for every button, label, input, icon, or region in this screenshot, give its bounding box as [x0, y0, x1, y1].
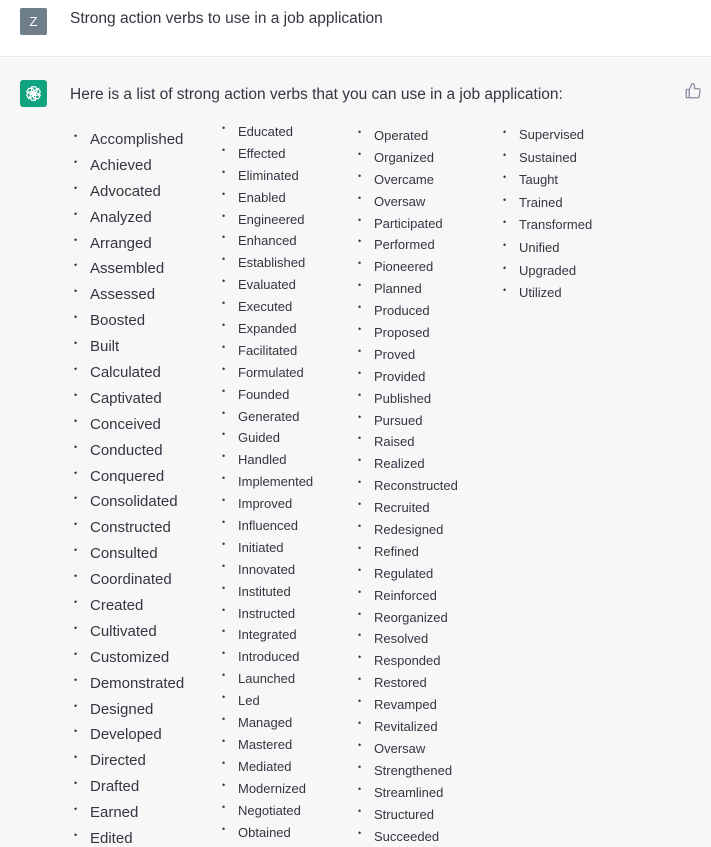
verb-list-item: • Regulated — [358, 563, 458, 585]
verb-list-item: • Generated — [222, 406, 313, 428]
user-message-text: Strong action verbs to use in a job application — [70, 10, 383, 27]
verb-list-item: • Founded — [222, 384, 313, 406]
verb-list-item: • Proved — [358, 344, 458, 366]
verb-list-item: • Expanded — [222, 318, 313, 340]
verb-list-item: • Directed — [74, 748, 184, 774]
verb-list-item: • Constructed — [74, 515, 184, 541]
verb-list-item: • Utilized — [503, 282, 592, 305]
assistant-intro-text: Here is a list of strong action verbs that you can use in a job application: — [70, 86, 563, 103]
verb-list-item: • Assembled — [74, 256, 184, 282]
verb-list-item: • Introduced — [222, 646, 313, 668]
verb-list-item: • Created — [74, 593, 184, 619]
verb-list-item: • Mastered — [222, 734, 313, 756]
verb-list-item: • Launched — [222, 668, 313, 690]
verb-list-item: • Calculated — [74, 360, 184, 386]
verb-list-item: • Arranged — [74, 231, 184, 257]
verb-list-item: • Facilitated — [222, 340, 313, 362]
verb-list-item: • Accomplished — [74, 127, 184, 153]
verb-list-item: • Resolved — [358, 628, 458, 650]
verb-list-item: • Innovated — [222, 559, 313, 581]
verb-list-item: • Refined — [358, 541, 458, 563]
verb-list-item: • Conducted — [74, 438, 184, 464]
verb-column-2 — [222, 121, 313, 843]
verb-list-item: • Achieved — [74, 153, 184, 179]
verb-list-item: • Implemented — [222, 471, 313, 493]
verb-list-item: • Sustained — [503, 147, 592, 170]
verb-list-item: • Edited — [74, 826, 184, 847]
verb-list-item: • Conceived — [74, 412, 184, 438]
verb-list-item: • Participated — [358, 213, 458, 235]
verb-list-item: • Oversaw — [358, 738, 458, 760]
verb-list-item: • Supervised — [503, 124, 592, 147]
verb-list-item: • Mediated — [222, 756, 313, 778]
verb-list-item: • Integrated — [222, 624, 313, 646]
verb-list-item: • Unified — [503, 237, 592, 260]
verb-list-item: • Planned — [358, 278, 458, 300]
verb-list-item: • Responded — [358, 650, 458, 672]
verb-list-item: • Analyzed — [74, 205, 184, 231]
verb-list-item: • Revitalized — [358, 716, 458, 738]
verb-list-item: • Upgraded — [503, 260, 592, 283]
verb-list-item: • Educated — [222, 121, 313, 143]
verb-list-item: • Realized — [358, 453, 458, 475]
verb-list-item: • Published — [358, 388, 458, 410]
thumbs-up-icon[interactable] — [684, 82, 704, 102]
verb-list-item: • Strengthened — [358, 760, 458, 782]
verb-list-item: • Negotiated — [222, 800, 313, 822]
verb-list-item: • Transformed — [503, 214, 592, 237]
verb-list-item: • Taught — [503, 169, 592, 192]
verb-list-item: • Boosted — [74, 308, 184, 334]
verb-list-item: • Pioneered — [358, 256, 458, 278]
verb-column-4 — [503, 124, 592, 305]
verb-list-item: • Succeeded — [358, 826, 458, 847]
verb-list-item: • Recruited — [358, 497, 458, 519]
verb-list-item: • Pursued — [358, 410, 458, 432]
verb-list-item: • Managed — [222, 712, 313, 734]
verb-list-item: • Instituted — [222, 581, 313, 603]
openai-logo-icon — [20, 80, 47, 107]
user-avatar-letter: Z — [29, 14, 38, 29]
verb-list-item: • Consulted — [74, 541, 184, 567]
user-avatar — [20, 8, 47, 35]
verb-list-item: • Reinforced — [358, 585, 458, 607]
verb-list-item: • Reconstructed — [358, 475, 458, 497]
verb-list-item: • Influenced — [222, 515, 313, 537]
verb-list-item: • Proposed — [358, 322, 458, 344]
verb-list-item: • Consolidated — [74, 489, 184, 515]
verb-list-item: • Initiated — [222, 537, 313, 559]
verb-list-item: • Structured — [358, 804, 458, 826]
verb-list-item: • Reorganized — [358, 607, 458, 629]
verb-list-item: • Provided — [358, 366, 458, 388]
verb-list-item: • Earned — [74, 800, 184, 826]
verb-list-item: • Cultivated — [74, 619, 184, 645]
verb-list-item: • Demonstrated — [74, 671, 184, 697]
verb-list-item: • Formulated — [222, 362, 313, 384]
verb-list-item: • Raised — [358, 431, 458, 453]
verb-list-item: • Evaluated — [222, 274, 313, 296]
verb-list-item: • Restored — [358, 672, 458, 694]
verb-list-item: • Modernized — [222, 778, 313, 800]
verb-list-item: • Assessed — [74, 282, 184, 308]
verb-list-item: • Led — [222, 690, 313, 712]
verb-list-item: • Effected — [222, 143, 313, 165]
verb-list-item: • Enhanced — [222, 230, 313, 252]
verb-list-item: • Organized — [358, 147, 458, 169]
verb-list-item: • Obtained — [222, 822, 313, 844]
verb-list-item: • Advocated — [74, 179, 184, 205]
verb-list-item: • Executed — [222, 296, 313, 318]
verb-list-item: • Improved — [222, 493, 313, 515]
verb-list-item: • Built — [74, 334, 184, 360]
verb-list-item: • Drafted — [74, 774, 184, 800]
verb-list-item: • Operated — [358, 125, 458, 147]
verb-list-item: • Oversaw — [358, 191, 458, 213]
verb-list-item: • Established — [222, 252, 313, 274]
user-message-row — [0, 0, 711, 57]
verb-list-item: • Enabled — [222, 187, 313, 209]
verb-list-item: • Trained — [503, 192, 592, 215]
verb-list-item: • Designed — [74, 697, 184, 723]
verb-list-item: • Guided — [222, 427, 313, 449]
verb-list-item: • Captivated — [74, 386, 184, 412]
verb-column-3 — [358, 125, 458, 847]
verb-list-item: • Engineered — [222, 209, 313, 231]
verb-list-item: • Handled — [222, 449, 313, 471]
verb-list-item: • Redesigned — [358, 519, 458, 541]
verb-list-item: • Eliminated — [222, 165, 313, 187]
verb-list-item: • Produced — [358, 300, 458, 322]
verb-list-item: • Customized — [74, 645, 184, 671]
verb-list-item: • Coordinated — [74, 567, 184, 593]
verb-list-item: • Instructed — [222, 603, 313, 625]
verb-list-item: • Overcame — [358, 169, 458, 191]
verb-list-item: • Streamlined — [358, 782, 458, 804]
verb-list-item: • Performed — [358, 234, 458, 256]
verb-list-item: • Revamped — [358, 694, 458, 716]
assistant-message-row — [0, 58, 711, 847]
verb-list-item: • Developed — [74, 722, 184, 748]
verb-list-item: • Conquered — [74, 464, 184, 490]
verb-column-1 — [74, 127, 184, 847]
